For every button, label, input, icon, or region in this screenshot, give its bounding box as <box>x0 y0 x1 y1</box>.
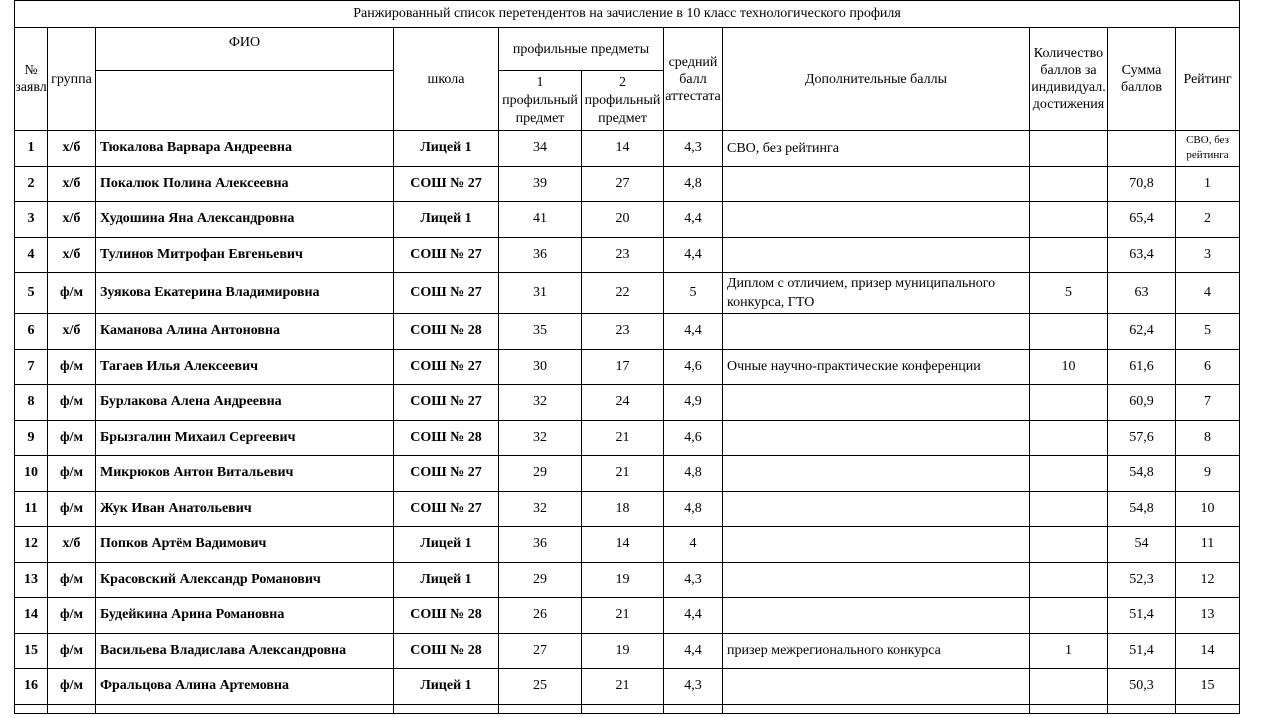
cell-extra <box>723 166 1030 202</box>
cell-subject2: 21 <box>582 669 664 705</box>
header-extra: Дополнительные баллы <box>723 28 1030 131</box>
cell-extra <box>723 237 1030 273</box>
cell-num: 15 <box>15 633 48 669</box>
cell-fio: Покалюк Полина Алексеевна <box>96 166 394 202</box>
cell-sum: 51,4 <box>1108 598 1176 634</box>
cell-cut <box>1108 704 1176 713</box>
table-row <box>15 633 1240 669</box>
cell-school: Лицей 1 <box>394 669 499 705</box>
cell-school: СОШ № 27 <box>394 491 499 527</box>
cell-num: 10 <box>15 456 48 492</box>
cell-rating: 11 <box>1176 527 1240 563</box>
cell-fio: Будейкина Арина Романовна <box>96 598 394 634</box>
cell-group: х/б <box>48 527 96 563</box>
header-ind-points: Количество баллов за индивидуал. достижения <box>1030 28 1108 131</box>
cell-rating: 10 <box>1176 491 1240 527</box>
cell-ind-points <box>1030 385 1108 421</box>
cell-num: 4 <box>15 237 48 273</box>
cell-sum: 50,3 <box>1108 669 1176 705</box>
cell-extra <box>723 202 1030 238</box>
cell-rating: 15 <box>1176 669 1240 705</box>
cell-subject2: 14 <box>582 527 664 563</box>
header-fio-blank <box>96 71 394 131</box>
cell-subject2: 14 <box>582 131 664 167</box>
cell-cut <box>48 704 96 713</box>
cell-subject1: 32 <box>499 491 582 527</box>
cell-school: СОШ № 28 <box>394 314 499 350</box>
cell-ind-points <box>1030 314 1108 350</box>
cell-rating: 8 <box>1176 420 1240 456</box>
cell-extra <box>723 527 1030 563</box>
cell-cut <box>15 704 48 713</box>
cell-ind-points <box>1030 237 1108 273</box>
cell-ind-points: 1 <box>1030 633 1108 669</box>
cell-cut <box>394 704 499 713</box>
cell-rating: 4 <box>1176 273 1240 314</box>
cell-group: ф/м <box>48 669 96 705</box>
cell-ind-points <box>1030 669 1108 705</box>
header-num: № заявл <box>15 28 48 131</box>
cell-subject1: 32 <box>499 385 582 421</box>
table-row-cut <box>15 704 1240 713</box>
cell-ind-points <box>1030 562 1108 598</box>
cell-group: ф/м <box>48 491 96 527</box>
cell-extra <box>723 314 1030 350</box>
cell-sum: 54,8 <box>1108 456 1176 492</box>
cell-sum: 65,4 <box>1108 202 1176 238</box>
cell-subject2: 17 <box>582 349 664 385</box>
cell-sum: 61,6 <box>1108 349 1176 385</box>
cell-rating: 6 <box>1176 349 1240 385</box>
cell-group: ф/м <box>48 598 96 634</box>
table-row <box>15 562 1240 598</box>
cell-school: Лицей 1 <box>394 562 499 598</box>
cell-subject2: 20 <box>582 202 664 238</box>
cell-avg: 4,3 <box>664 669 723 705</box>
cell-subject1: 35 <box>499 314 582 350</box>
cell-fio: Зуякова Екатерина Владимировна <box>96 273 394 314</box>
cell-sum: 70,8 <box>1108 166 1176 202</box>
header-fio: ФИО <box>96 28 394 71</box>
cell-group: ф/м <box>48 273 96 314</box>
cell-school: СОШ № 27 <box>394 166 499 202</box>
cell-num: 9 <box>15 420 48 456</box>
cell-rating: 2 <box>1176 202 1240 238</box>
ranked-list-sheet <box>14 0 1239 714</box>
cell-group: х/б <box>48 166 96 202</box>
cell-school: Лицей 1 <box>394 202 499 238</box>
cell-subject1: 29 <box>499 562 582 598</box>
cell-subject1: 32 <box>499 420 582 456</box>
cell-subject2: 22 <box>582 273 664 314</box>
cell-sum: 63,4 <box>1108 237 1176 273</box>
cell-group: ф/м <box>48 420 96 456</box>
cell-subject2: 21 <box>582 420 664 456</box>
cell-sum: 54 <box>1108 527 1176 563</box>
cell-ind-points <box>1030 527 1108 563</box>
cell-rating: 12 <box>1176 562 1240 598</box>
cell-school: СОШ № 28 <box>394 598 499 634</box>
table-row <box>15 314 1240 350</box>
cell-school: СОШ № 28 <box>394 633 499 669</box>
cell-ind-points <box>1030 131 1108 167</box>
cell-cut <box>96 704 394 713</box>
table-row <box>15 385 1240 421</box>
cell-cut <box>1176 704 1240 713</box>
cell-group: ф/м <box>48 385 96 421</box>
cell-avg: 4,3 <box>664 131 723 167</box>
cell-fio: Попков Артём Вадимович <box>96 527 394 563</box>
cell-group: ф/м <box>48 349 96 385</box>
cell-ind-points <box>1030 202 1108 238</box>
cell-num: 16 <box>15 669 48 705</box>
cell-school: Лицей 1 <box>394 131 499 167</box>
cell-rating: 5 <box>1176 314 1240 350</box>
table-row <box>15 669 1240 705</box>
cell-avg: 4,3 <box>664 562 723 598</box>
cell-extra <box>723 669 1030 705</box>
cell-group: ф/м <box>48 562 96 598</box>
cell-subject1: 34 <box>499 131 582 167</box>
cell-num: 8 <box>15 385 48 421</box>
cell-subject2: 27 <box>582 166 664 202</box>
cell-subject2: 21 <box>582 456 664 492</box>
table-row <box>15 420 1240 456</box>
cell-num: 3 <box>15 202 48 238</box>
cell-rating: 14 <box>1176 633 1240 669</box>
header-subject1: 1 профильный предмет <box>499 71 582 131</box>
table-row <box>15 456 1240 492</box>
cell-subject1: 30 <box>499 349 582 385</box>
cell-fio: Васильева Владислава Александровна <box>96 633 394 669</box>
cell-school: Лицей 1 <box>394 527 499 563</box>
cell-subject1: 27 <box>499 633 582 669</box>
cell-ind-points: 5 <box>1030 273 1108 314</box>
cell-group: ф/м <box>48 633 96 669</box>
cell-subject1: 39 <box>499 166 582 202</box>
cell-fio: Красовский Александр Романович <box>96 562 394 598</box>
cell-avg: 4,8 <box>664 456 723 492</box>
cell-num: 14 <box>15 598 48 634</box>
cell-fio: Фральцова Алина Артемовна <box>96 669 394 705</box>
table-row <box>15 349 1240 385</box>
header-avg: средний балл аттестата <box>664 28 723 131</box>
cell-avg: 4,9 <box>664 385 723 421</box>
header-rating: Рейтинг <box>1176 28 1240 131</box>
cell-subject1: 29 <box>499 456 582 492</box>
cell-fio: Брызгалин Михаил Сергеевич <box>96 420 394 456</box>
cell-sum: 54,8 <box>1108 491 1176 527</box>
cell-avg: 4,8 <box>664 491 723 527</box>
cell-avg: 4,4 <box>664 202 723 238</box>
cell-rating: 9 <box>1176 456 1240 492</box>
table-row <box>15 131 1240 167</box>
cell-num: 1 <box>15 131 48 167</box>
cell-avg: 4 <box>664 527 723 563</box>
cell-sum: 62,4 <box>1108 314 1176 350</box>
header-profile-subjects: профильные предметы <box>499 28 664 71</box>
cell-subject1: 36 <box>499 527 582 563</box>
cell-sum: 63 <box>1108 273 1176 314</box>
cell-school: СОШ № 27 <box>394 237 499 273</box>
table-row <box>15 491 1240 527</box>
cell-group: х/б <box>48 314 96 350</box>
cell-rating: 1 <box>1176 166 1240 202</box>
cell-fio: Тагаев Илья Алексеевич <box>96 349 394 385</box>
cell-extra: Диплом с отличием, призер муниципального конкурса, ГТО <box>723 273 1030 314</box>
cell-cut <box>1030 704 1108 713</box>
cell-ind-points <box>1030 598 1108 634</box>
cell-cut <box>664 704 723 713</box>
cell-avg: 4,6 <box>664 349 723 385</box>
cell-extra <box>723 456 1030 492</box>
cell-avg: 4,4 <box>664 314 723 350</box>
table-row <box>15 527 1240 563</box>
cell-extra: СВО, без рейтинга <box>723 131 1030 167</box>
cell-subject1: 25 <box>499 669 582 705</box>
cell-fio: Худошина Яна Александровна <box>96 202 394 238</box>
cell-fio: Тулинов Митрофан Евгеньевич <box>96 237 394 273</box>
cell-school: СОШ № 27 <box>394 273 499 314</box>
cell-subject2: 21 <box>582 598 664 634</box>
cell-sum: 51,4 <box>1108 633 1176 669</box>
table-row <box>15 273 1240 314</box>
cell-fio: Тюкалова Варвара Андреевна <box>96 131 394 167</box>
cell-sum: 57,6 <box>1108 420 1176 456</box>
cell-ind-points <box>1030 166 1108 202</box>
cell-extra <box>723 562 1030 598</box>
cell-avg: 4,4 <box>664 633 723 669</box>
cell-subject2: 23 <box>582 237 664 273</box>
header-subject2: 2 профильный предмет <box>582 71 664 131</box>
cell-cut <box>499 704 582 713</box>
cell-ind-points <box>1030 491 1108 527</box>
cell-fio: Бурлакова Алена Андреевна <box>96 385 394 421</box>
cell-cut <box>582 704 664 713</box>
cell-extra <box>723 598 1030 634</box>
cell-subject1: 26 <box>499 598 582 634</box>
table-row <box>15 598 1240 634</box>
cell-rating: 3 <box>1176 237 1240 273</box>
cell-num: 6 <box>15 314 48 350</box>
cell-avg: 4,6 <box>664 420 723 456</box>
cell-rating: 7 <box>1176 385 1240 421</box>
cell-group: х/б <box>48 131 96 167</box>
cell-group: х/б <box>48 237 96 273</box>
cell-fio: Жук Иван Анатольевич <box>96 491 394 527</box>
cell-extra: призер межрегионального конкурса <box>723 633 1030 669</box>
cell-fio: Каманова Алина Антоновна <box>96 314 394 350</box>
cell-num: 5 <box>15 273 48 314</box>
table-row <box>15 202 1240 238</box>
cell-extra <box>723 420 1030 456</box>
cell-num: 11 <box>15 491 48 527</box>
cell-subject2: 24 <box>582 385 664 421</box>
cell-extra <box>723 491 1030 527</box>
cell-fio: Микрюков Антон Витальевич <box>96 456 394 492</box>
table-title: Ранжированный список перетендентов на зачисление в 10 класс технологического профиля <box>15 1 1240 28</box>
header-sum: Сумма баллов <box>1108 28 1176 131</box>
table-row <box>15 237 1240 273</box>
cell-avg: 4,4 <box>664 598 723 634</box>
cell-num: 7 <box>15 349 48 385</box>
cell-subject2: 19 <box>582 562 664 598</box>
cell-sum <box>1108 131 1176 167</box>
cell-sum: 60,9 <box>1108 385 1176 421</box>
cell-extra <box>723 385 1030 421</box>
cell-rating: 13 <box>1176 598 1240 634</box>
cell-group: х/б <box>48 202 96 238</box>
cell-avg: 4,8 <box>664 166 723 202</box>
cell-subject1: 36 <box>499 237 582 273</box>
cell-subject2: 19 <box>582 633 664 669</box>
cell-subject2: 23 <box>582 314 664 350</box>
cell-avg: 5 <box>664 273 723 314</box>
cell-ind-points <box>1030 456 1108 492</box>
cell-sum: 52,3 <box>1108 562 1176 598</box>
header-school: школа <box>394 28 499 131</box>
cell-subject1: 41 <box>499 202 582 238</box>
cell-ind-points: 10 <box>1030 349 1108 385</box>
cell-num: 13 <box>15 562 48 598</box>
table-row <box>15 166 1240 202</box>
cell-school: СОШ № 28 <box>394 420 499 456</box>
cell-num: 12 <box>15 527 48 563</box>
cell-cut <box>723 704 1030 713</box>
cell-extra: Очные научно-практические конференции <box>723 349 1030 385</box>
cell-group: ф/м <box>48 456 96 492</box>
cell-rating: СВО, без рейтинга <box>1176 131 1240 167</box>
cell-avg: 4,4 <box>664 237 723 273</box>
cell-subject2: 18 <box>582 491 664 527</box>
ranked-list-table <box>14 0 1240 714</box>
cell-num: 2 <box>15 166 48 202</box>
cell-school: СОШ № 27 <box>394 456 499 492</box>
cell-subject1: 31 <box>499 273 582 314</box>
cell-school: СОШ № 27 <box>394 349 499 385</box>
cell-school: СОШ № 27 <box>394 385 499 421</box>
cell-ind-points <box>1030 420 1108 456</box>
header-group: группа <box>48 28 96 131</box>
